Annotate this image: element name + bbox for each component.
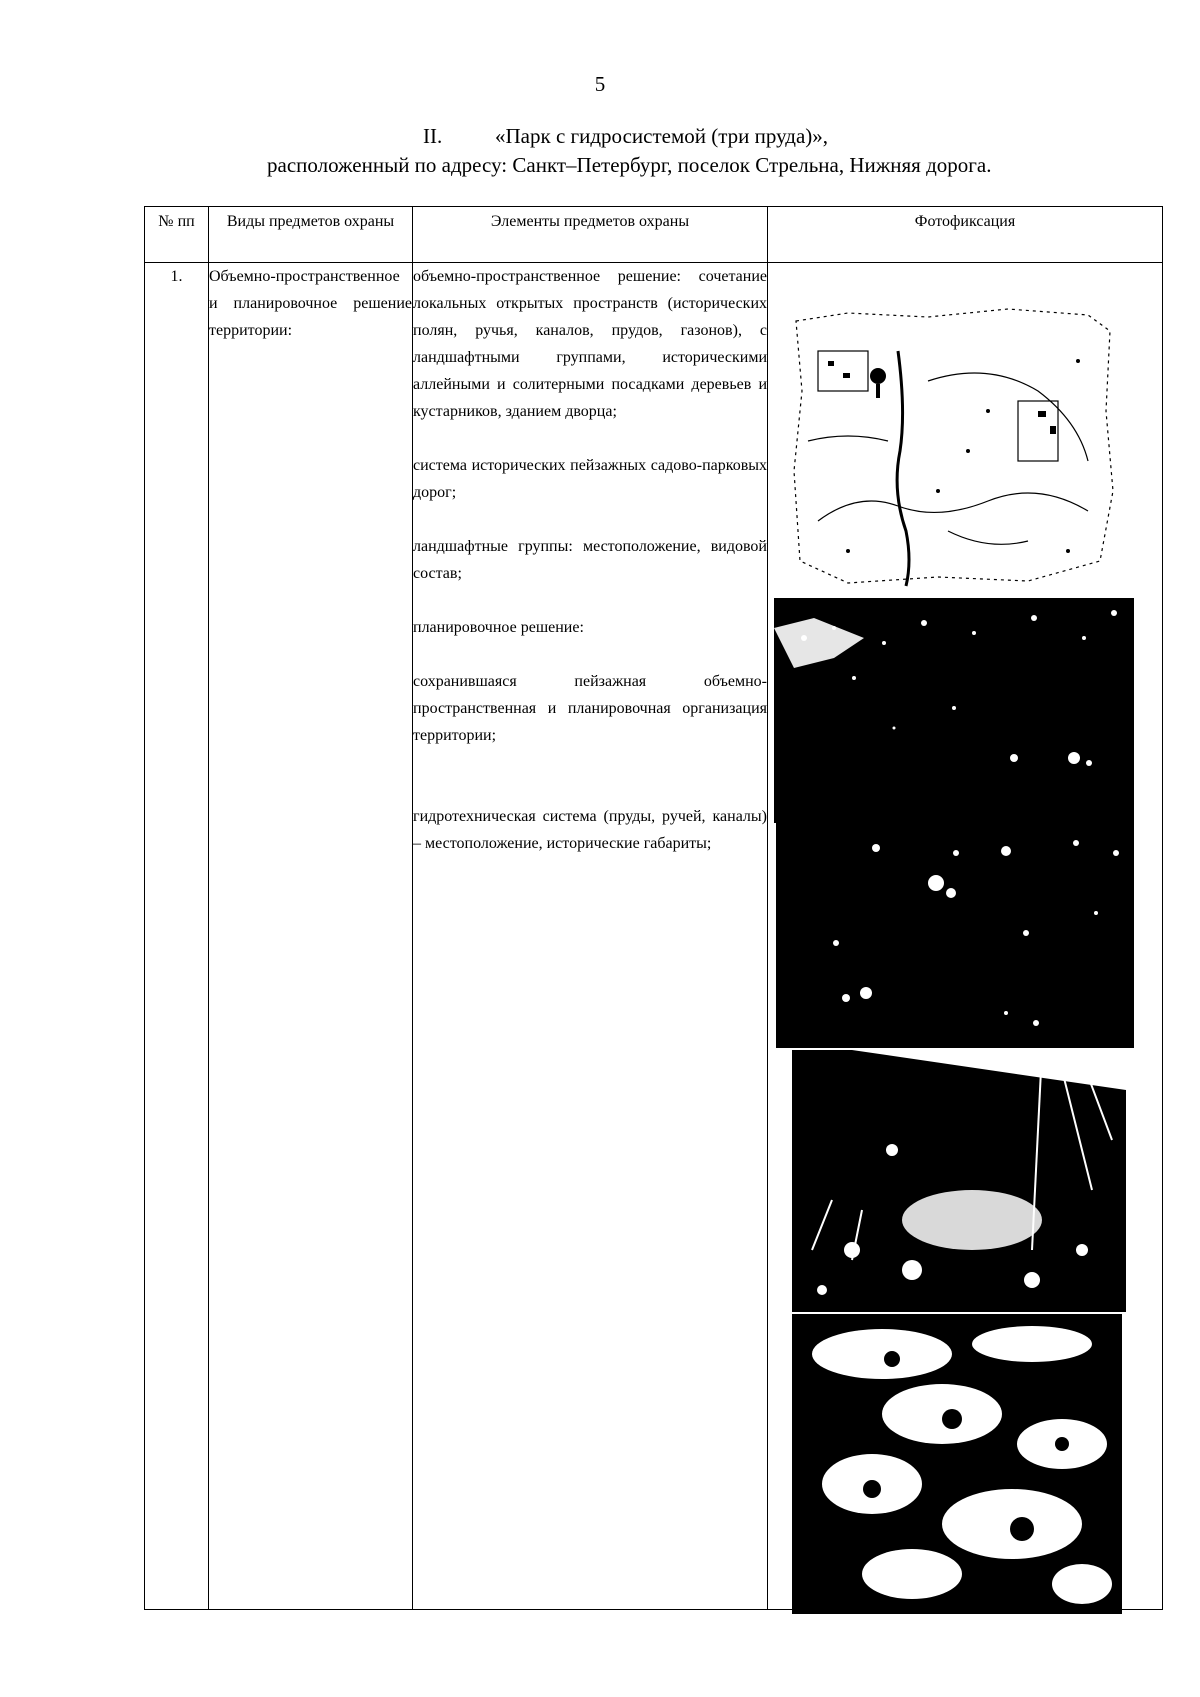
park-photo-4 <box>792 1314 1122 1614</box>
element-item: планировочное решение: <box>413 619 584 636</box>
table-row <box>145 263 1163 1610</box>
row-number: 1. <box>145 263 209 1610</box>
document-title <box>423 124 828 149</box>
protection-kind: Объемно-пространственное и планировочное решение территории: <box>209 268 412 339</box>
element-item: гидротехническая система (пруды, ручей, каналы) – местоположение, исторические габариты; <box>413 808 767 852</box>
table-header-row <box>145 207 1163 263</box>
header-elements: Элементы предметов охраны <box>413 207 768 263</box>
photo-cell <box>768 263 1163 1610</box>
header-photo: Фотофиксация <box>768 207 1163 263</box>
section-number: II. <box>423 124 443 148</box>
header-num: № пп <box>145 207 209 263</box>
header-kind: Виды предметов охраны <box>209 207 413 263</box>
row-elements-cell <box>413 263 768 1610</box>
park-photo-2 <box>776 823 1134 1048</box>
object-address: расположенный по адресу: Санкт–Петербург, поселок Стрельна, Нижняя дорога. <box>267 153 992 177</box>
object-name: «Парк с гидросистемой (три пруда)», <box>495 124 829 148</box>
element-item: система исторических пейзажных садово-парковых дорог; <box>413 457 767 501</box>
protection-table <box>144 206 1163 1610</box>
site-plan-photo <box>788 291 1118 591</box>
park-photo-1 <box>774 598 1134 823</box>
page-number: 5 <box>594 72 606 96</box>
element-item: ландшафтные группы: местоположение, видовой состав; <box>413 538 767 582</box>
element-item: сохранившаяся пейзажная объемно-пространственная и планировочная организация территории; <box>413 673 767 744</box>
element-item: объемно-пространственное решение: сочетание локальных открытых пространств (исторических полян, ручья, каналов, прудов, газонов), с ландшафтными группами, историческими аллейными и солитерными посадками деревьев и кустарников, зданием дворца; <box>413 268 767 420</box>
park-photo-3 <box>792 1050 1126 1312</box>
row-kind-cell <box>209 263 413 1610</box>
